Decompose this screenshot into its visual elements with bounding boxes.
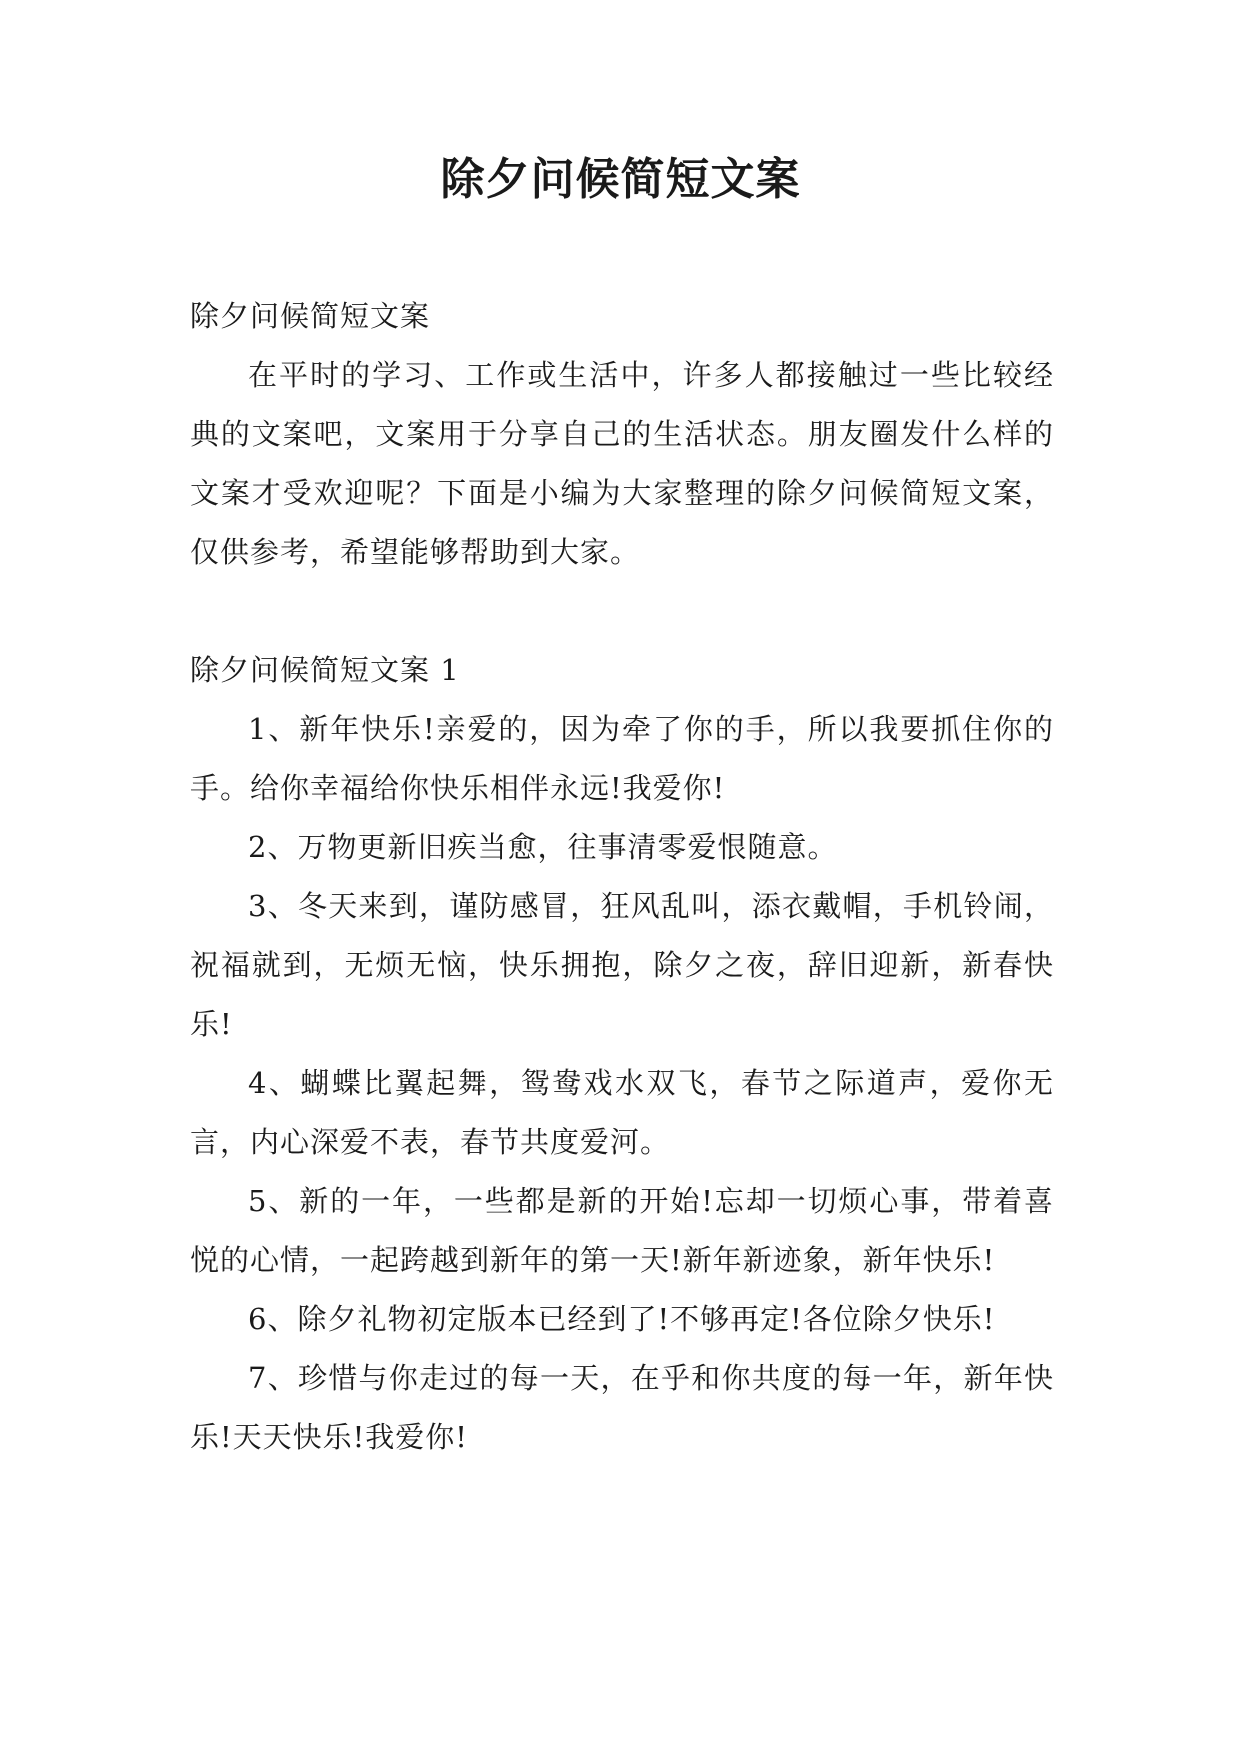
- document-body: [190, 287, 1054, 1467]
- section-heading: 除夕问候简短文案 1: [190, 653, 460, 687]
- list-item: 4、蝴蝶比翼起舞，鸳鸯戏水双飞，春节之际道声，爱你无言，内心深爱不表，春节共度爱河。: [190, 1066, 1054, 1159]
- document-subtitle: 除夕问候简短文案: [190, 299, 431, 333]
- list-item: 1、新年快乐!亲爱的，因为牵了你的手，所以我要抓住你的手。给你幸福给你快乐相伴永远!我爱你!: [190, 712, 1054, 805]
- list-item: 2、万物更新旧疾当愈，往事清零爱恨随意。: [248, 830, 838, 864]
- list-item: 6、除夕礼物初定版本已经到了!不够再定!各位除夕快乐!: [248, 1302, 996, 1336]
- intro-paragraph: 在平时的学习、工作或生活中，许多人都接触过一些比较经典的文案吧，文案用于分享自己的生活状态。朋友圈发什么样的文案才受欢迎呢？下面是小编为大家整理的除夕问候简短文案，仅供参考，希望能够帮助到大家。: [190, 358, 1054, 569]
- paragraph-spacer: [190, 582, 1054, 641]
- list-item: 3、冬天来到，谨防感冒，狂风乱叫，添衣戴帽，手机铃闹，祝福就到，无烦无恼，快乐拥抱，除夕之夜，辞旧迎新，新春快乐!: [190, 889, 1054, 1041]
- list-item: 5、新的一年，一些都是新的开始!忘却一切烦心事，带着喜悦的心情，一起跨越到新年的第一天!新年新迹象，新年快乐!: [190, 1184, 1054, 1277]
- document-title: 除夕问候简短文案: [440, 154, 801, 205]
- list-item: 7、珍惜与你走过的每一天，在乎和你共度的每一年，新年快乐!天天快乐!我爱你!: [190, 1361, 1054, 1454]
